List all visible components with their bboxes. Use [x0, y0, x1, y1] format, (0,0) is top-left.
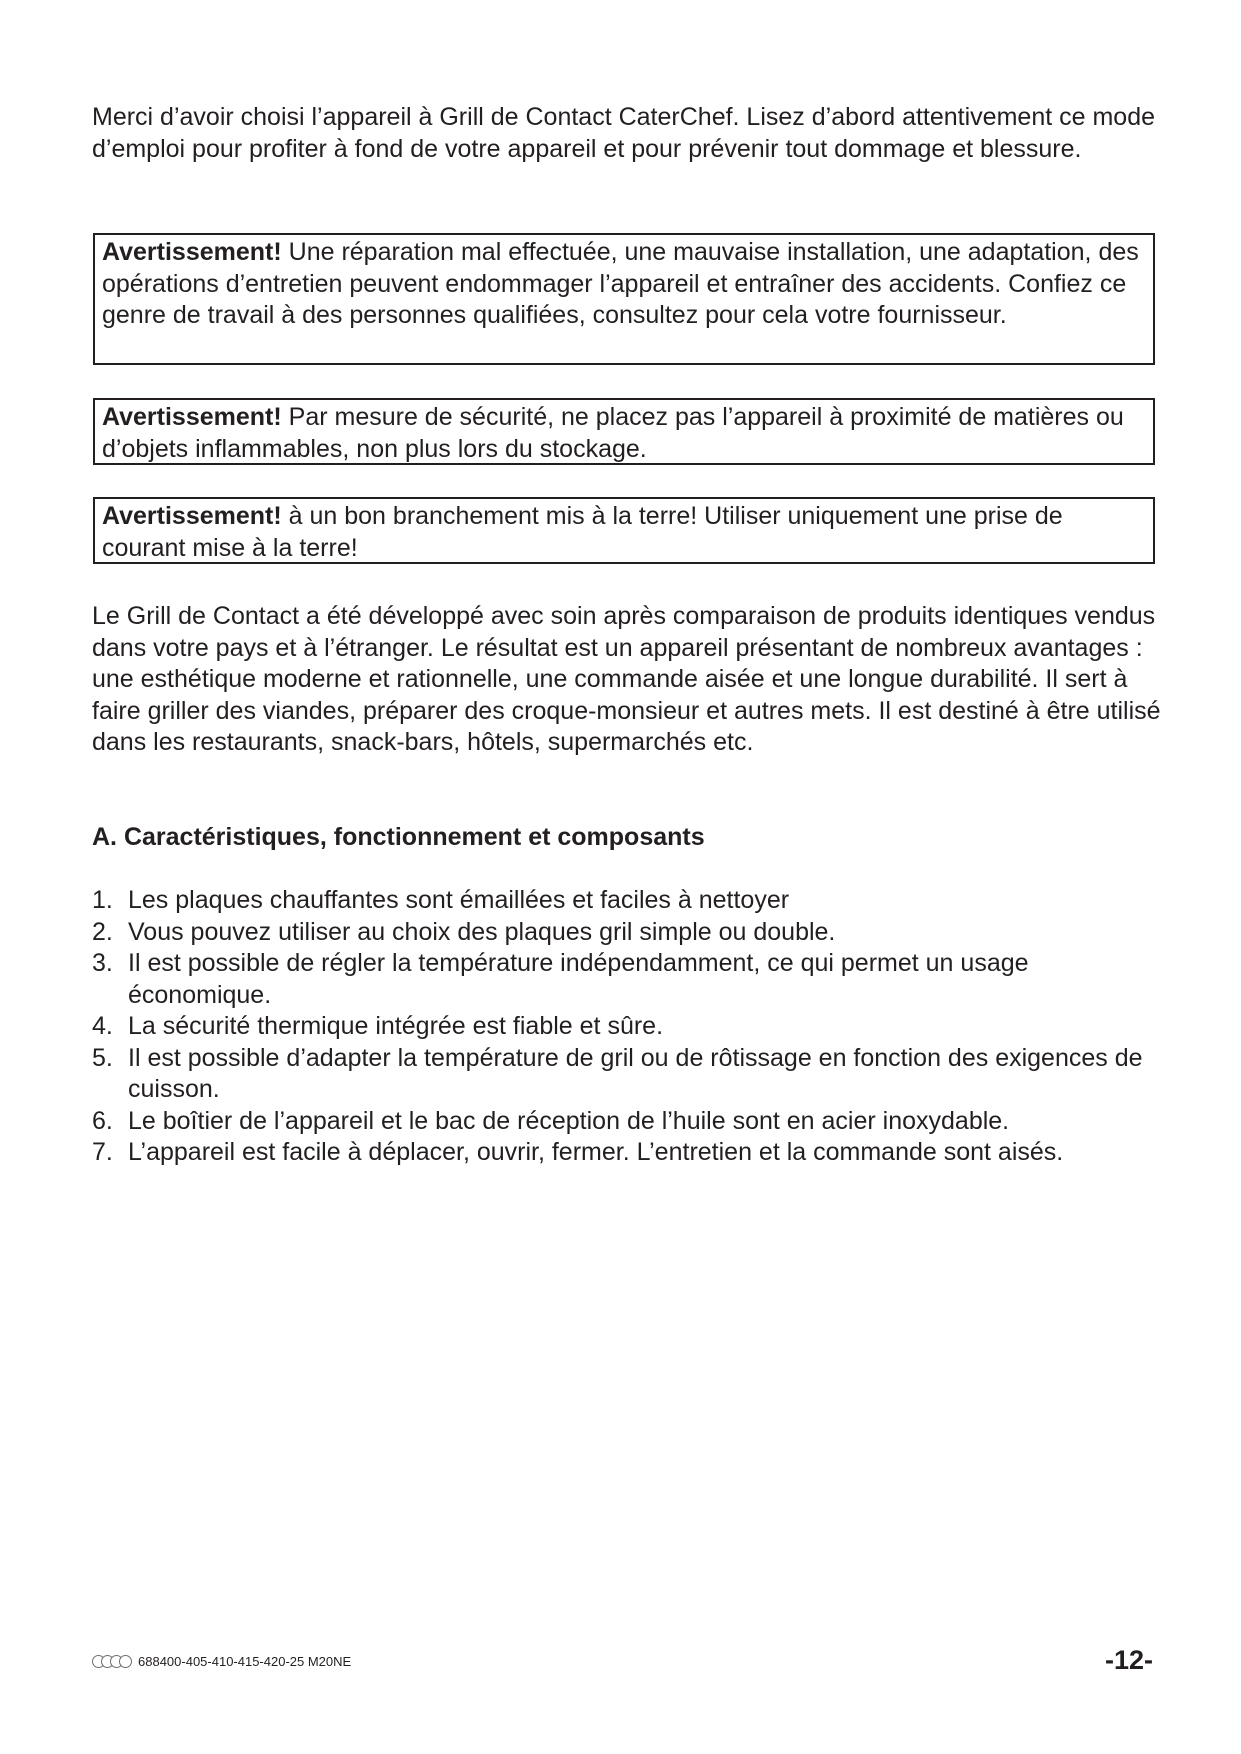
- list-text: Le boîtier de l’appareil et le bac de réception de l’huile sont en acier inoxydable.: [128, 1106, 1010, 1135]
- description-paragraph: Le Grill de Contact a été développé avec soin après comparaison de produits identiques vendus dans votre pays et à l’étranger. Le résultat est un appareil présentant de nombreux avantages : une esthétique moderne et rationnelle, une commande aisée et une longue durabilité. Il sert à faire griller des viandes, préparer des croque-monsieur et autres mets. Il est destiné à être utilisé dans les restaurants, snack-bars, hôtels, supermarchés etc.: [92, 602, 1161, 756]
- warning-box-flammable: [93, 398, 1155, 465]
- list-text: La sécurité thermique intégrée est fiable et sûre.: [128, 1012, 664, 1040]
- list-text: Il est possible d’adapter la température de gril ou de rôtissage en fonction des exigences de cuisson.: [128, 1043, 1143, 1103]
- warning-label: Avertissement!: [102, 238, 282, 266]
- list-item: [92, 1043, 1172, 1106]
- list-number: 1.: [92, 886, 113, 914]
- list-number: 6.: [92, 1106, 113, 1135]
- warning-box-grounding: [93, 497, 1155, 564]
- list-number: 3.: [92, 949, 113, 977]
- warning-box-repair: [93, 233, 1155, 365]
- features-list: [92, 885, 1172, 1169]
- list-number: 2.: [92, 917, 113, 946]
- warning-label: Avertissement!: [102, 502, 282, 530]
- list-item: [92, 948, 1172, 1011]
- list-number: 5.: [92, 1043, 113, 1072]
- model-code: 688400-405-410-415-420-25 M20NE: [138, 1654, 352, 1669]
- intro-paragraph: Merci d’avoir choisi l’appareil à Grill de Contact CaterChef. Lisez d’abord attentivement ce mode d’emploi pour profiter à fond de votre appareil et pour prévenir tout dommage et blessure.: [92, 103, 1156, 163]
- warning-text: Une réparation mal effectuée, une mauvaise installation, une adaptation, des opérations d’entretien peuvent endommager l’appareil et entraîner des accidents. Confiez ce genre de travail à des personnes qualifiées, consultez pour cela votre fournisseur.: [102, 238, 1139, 329]
- list-item: [92, 1011, 1172, 1043]
- warning-text: Par mesure de sécurité, ne placez pas l’appareil à proximité de matières ou d’objets inflammables, non plus lors du stockage.: [102, 403, 1124, 463]
- list-text: L’appareil est facile à déplacer, ouvrir, fermer. L’entretien et la commande sont aisés.: [128, 1138, 1064, 1166]
- page-number: -12-: [1104, 1645, 1153, 1675]
- footer-model-code: [92, 1654, 351, 1669]
- list-text: Vous pouvez utiliser au choix des plaques gril simple ou double.: [128, 917, 836, 946]
- warning-text: à un bon branchement mis à la terre! Utiliser uniquement une prise de courant mise à la terre!: [102, 502, 1063, 562]
- list-text: Il est possible de régler la température indépendamment, ce qui permet un usage économique.: [128, 949, 1029, 1009]
- rings-logo-icon: [92, 1655, 132, 1668]
- section-title: A. Caractéristiques, fonctionnement et composants: [92, 823, 705, 851]
- warning-label: Avertissement!: [102, 403, 282, 431]
- list-number: 7.: [92, 1138, 113, 1166]
- list-item: [92, 1137, 1172, 1169]
- list-item: [92, 917, 1172, 949]
- list-text: Les plaques chauffantes sont émaillées et faciles à nettoyer: [128, 886, 790, 914]
- list-item: [92, 885, 1172, 917]
- list-number: 4.: [92, 1012, 113, 1040]
- list-item: [92, 1106, 1172, 1138]
